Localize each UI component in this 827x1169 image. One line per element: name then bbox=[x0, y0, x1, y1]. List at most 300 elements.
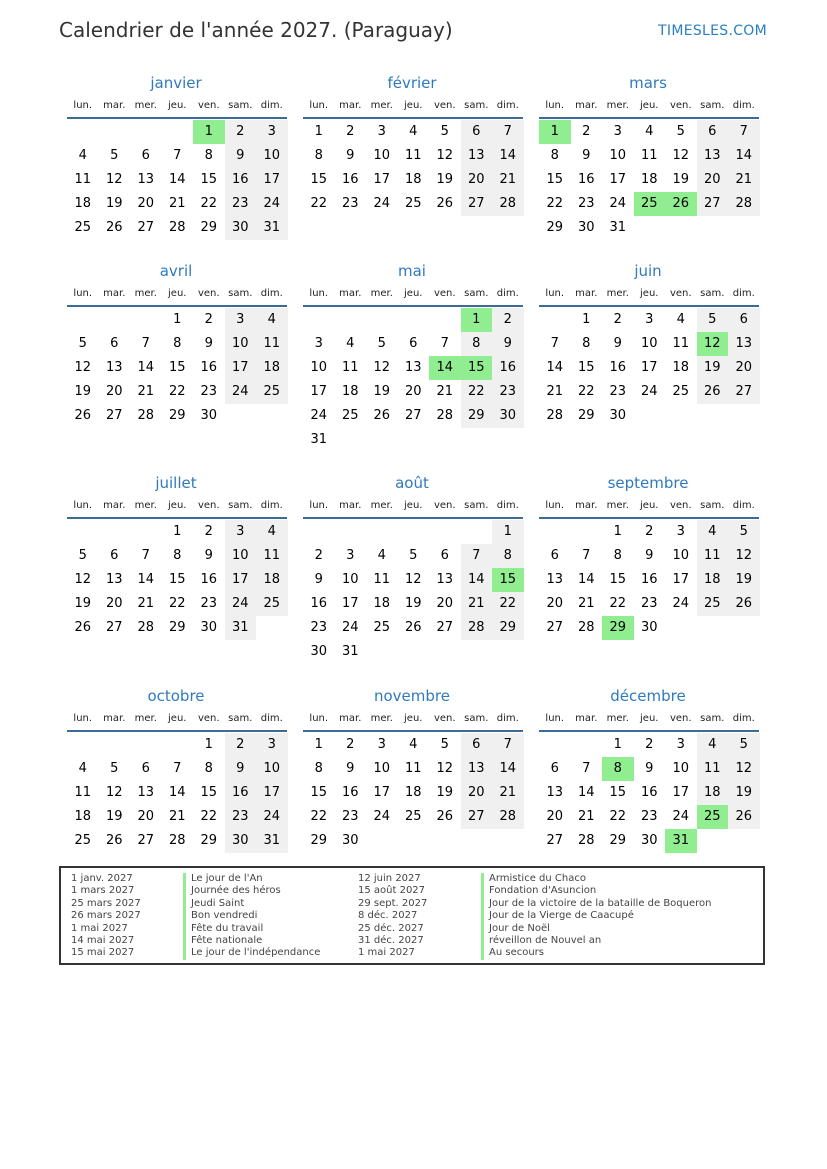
empty-day bbox=[571, 520, 603, 544]
weekday-label: sam. bbox=[228, 288, 253, 299]
weekday-label: dim. bbox=[496, 713, 519, 724]
day: 6 bbox=[550, 548, 559, 563]
day: 6 bbox=[697, 120, 729, 144]
holiday-entry: Au secours bbox=[481, 947, 712, 959]
weekday-label: mer. bbox=[606, 288, 629, 299]
month-0 bbox=[67, 71, 287, 240]
day: 8 bbox=[173, 548, 182, 563]
day: 7 bbox=[461, 544, 493, 568]
day: 9 bbox=[314, 572, 323, 587]
day: 3 bbox=[225, 308, 257, 332]
day: 10 bbox=[225, 544, 257, 568]
day: 8 bbox=[550, 148, 559, 163]
day: 10 bbox=[373, 761, 391, 776]
day: 12 bbox=[436, 148, 454, 163]
weekday-label: lun. bbox=[73, 288, 93, 299]
holiday-day: 12 bbox=[697, 332, 729, 356]
weekday-header bbox=[539, 708, 759, 732]
day: 31 bbox=[256, 216, 288, 240]
holiday-entry: 1 mai 2027 bbox=[358, 947, 415, 959]
holiday-day: 1 bbox=[461, 308, 493, 332]
weekday-header bbox=[539, 283, 759, 307]
day: 16 bbox=[492, 356, 524, 380]
day: 23 bbox=[225, 192, 257, 216]
day: 30 bbox=[200, 620, 218, 635]
day: 6 bbox=[110, 548, 119, 563]
holiday-entry: Armistice du Chaco bbox=[481, 873, 712, 885]
day: 5 bbox=[78, 336, 87, 351]
weekday-label: mer. bbox=[134, 713, 157, 724]
holiday-day: 26 bbox=[665, 192, 697, 216]
day-grid bbox=[67, 120, 287, 240]
day: 22 bbox=[492, 592, 524, 616]
weekday-label: lun. bbox=[309, 100, 329, 111]
empty-day bbox=[366, 520, 398, 544]
day: 12 bbox=[728, 544, 760, 568]
holiday-dates-left bbox=[71, 873, 141, 960]
day: 26 bbox=[436, 196, 454, 211]
day: 4 bbox=[78, 148, 87, 163]
weekday-label: mar. bbox=[339, 500, 362, 511]
empty-day bbox=[67, 733, 99, 757]
holiday-day: 31 bbox=[665, 829, 697, 853]
day: 27 bbox=[137, 833, 155, 848]
day: 2 bbox=[613, 312, 622, 327]
weekday-label: mar. bbox=[339, 288, 362, 299]
day: 7 bbox=[492, 120, 524, 144]
empty-day bbox=[303, 308, 335, 332]
day: 17 bbox=[256, 781, 288, 805]
day: 14 bbox=[461, 568, 493, 592]
day: 10 bbox=[640, 336, 658, 351]
weekday-label: ven. bbox=[197, 100, 220, 111]
day: 23 bbox=[640, 809, 658, 824]
day: 18 bbox=[256, 356, 288, 380]
day: 3 bbox=[314, 336, 323, 351]
weekday-header bbox=[67, 283, 287, 307]
day: 7 bbox=[141, 336, 150, 351]
weekday-label: jeu. bbox=[404, 500, 423, 511]
brand-logo[interactable]: TIMESLES.COM bbox=[658, 23, 767, 39]
day: 23 bbox=[577, 196, 595, 211]
day: 22 bbox=[310, 196, 328, 211]
weekday-label: sam. bbox=[228, 713, 253, 724]
day: 8 bbox=[314, 761, 323, 776]
day: 27 bbox=[461, 192, 493, 216]
weekday-header bbox=[303, 95, 523, 119]
day: 12 bbox=[74, 572, 92, 587]
day: 18 bbox=[341, 384, 359, 399]
day: 8 bbox=[582, 336, 591, 351]
weekday-label: ven. bbox=[669, 288, 692, 299]
day: 18 bbox=[697, 568, 729, 592]
weekday-label: dim. bbox=[496, 100, 519, 111]
day: 20 bbox=[461, 168, 493, 192]
holiday-entry: Fête nationale bbox=[183, 935, 320, 947]
day: 4 bbox=[377, 548, 386, 563]
weekday-label: sam. bbox=[228, 100, 253, 111]
weekday-label: mar. bbox=[575, 288, 598, 299]
weekday-label: mar. bbox=[103, 100, 126, 111]
day: 11 bbox=[404, 761, 422, 776]
month-name: mai bbox=[398, 262, 426, 280]
day: 19 bbox=[105, 196, 123, 211]
day: 24 bbox=[310, 408, 328, 423]
weekday-label: ven. bbox=[197, 713, 220, 724]
day: 16 bbox=[341, 172, 359, 187]
day: 4 bbox=[256, 520, 288, 544]
day: 13 bbox=[436, 572, 454, 587]
empty-day bbox=[130, 733, 162, 757]
day: 27 bbox=[546, 833, 564, 848]
day: 3 bbox=[346, 548, 355, 563]
holiday-day: 1 bbox=[193, 120, 225, 144]
day: 17 bbox=[672, 572, 690, 587]
day: 19 bbox=[404, 596, 422, 611]
day-grid bbox=[67, 733, 287, 853]
day: 22 bbox=[577, 384, 595, 399]
weekday-label: dim. bbox=[732, 288, 755, 299]
day: 7 bbox=[582, 548, 591, 563]
day: 26 bbox=[728, 805, 760, 829]
day: 24 bbox=[672, 809, 690, 824]
day: 11 bbox=[697, 544, 729, 568]
empty-day bbox=[162, 120, 194, 144]
weekday-header bbox=[67, 95, 287, 119]
day: 9 bbox=[225, 144, 257, 168]
day: 24 bbox=[256, 805, 288, 829]
day: 11 bbox=[672, 336, 690, 351]
day: 15 bbox=[168, 572, 186, 587]
weekday-label: ven. bbox=[433, 500, 456, 511]
day: 15 bbox=[168, 360, 186, 375]
day: 29 bbox=[168, 620, 186, 635]
day: 26 bbox=[373, 408, 391, 423]
empty-day bbox=[303, 520, 335, 544]
weekday-header bbox=[303, 708, 523, 732]
month-name: janvier bbox=[150, 74, 202, 92]
day-grid bbox=[539, 733, 759, 853]
day: 20 bbox=[546, 809, 564, 824]
day: 29 bbox=[492, 616, 524, 640]
weekday-label: lun. bbox=[73, 100, 93, 111]
day: 3 bbox=[613, 124, 622, 139]
holiday-names-right bbox=[481, 873, 712, 960]
day: 11 bbox=[74, 172, 92, 187]
page-title: Calendrier de l'année 2027. (Paraguay) bbox=[59, 18, 453, 42]
holiday-entry: Le jour de l'An bbox=[183, 873, 320, 885]
day-grid bbox=[67, 308, 287, 428]
empty-day bbox=[99, 120, 131, 144]
day: 23 bbox=[225, 805, 257, 829]
day: 18 bbox=[404, 785, 422, 800]
holiday-day: 15 bbox=[461, 356, 493, 380]
empty-day bbox=[99, 520, 131, 544]
holiday-entry: Le jour de l'indépendance bbox=[183, 947, 320, 959]
empty-day bbox=[429, 308, 461, 332]
weekday-label: mer. bbox=[606, 100, 629, 111]
day: 2 bbox=[314, 548, 323, 563]
weekday-label: sam. bbox=[464, 288, 489, 299]
empty-day bbox=[571, 733, 603, 757]
day: 11 bbox=[373, 572, 391, 587]
day: 20 bbox=[137, 196, 155, 211]
day: 3 bbox=[377, 124, 386, 139]
day: 9 bbox=[645, 761, 654, 776]
empty-day bbox=[398, 308, 430, 332]
weekday-label: ven. bbox=[433, 100, 456, 111]
day: 14 bbox=[492, 757, 524, 781]
day: 28 bbox=[168, 220, 186, 235]
weekday-label: lun. bbox=[73, 713, 93, 724]
day: 17 bbox=[640, 360, 658, 375]
day: 5 bbox=[440, 124, 449, 139]
day: 16 bbox=[640, 785, 658, 800]
day: 6 bbox=[440, 548, 449, 563]
day: 1 bbox=[204, 737, 213, 752]
day: 14 bbox=[577, 572, 595, 587]
day-grid bbox=[303, 520, 523, 664]
day: 20 bbox=[697, 168, 729, 192]
day: 2 bbox=[225, 120, 257, 144]
day: 21 bbox=[492, 168, 524, 192]
weekday-label: jeu. bbox=[404, 100, 423, 111]
day: 25 bbox=[74, 833, 92, 848]
day: 26 bbox=[74, 620, 92, 635]
day: 27 bbox=[137, 220, 155, 235]
holiday-entry: réveillon de Nouvel an bbox=[481, 935, 712, 947]
day: 3 bbox=[377, 737, 386, 752]
day: 21 bbox=[577, 596, 595, 611]
day: 15 bbox=[609, 572, 627, 587]
day: 3 bbox=[256, 120, 288, 144]
day: 9 bbox=[492, 332, 524, 356]
day: 21 bbox=[546, 384, 564, 399]
day: 13 bbox=[105, 572, 123, 587]
day-grid bbox=[539, 520, 759, 640]
day: 30 bbox=[200, 408, 218, 423]
weekday-label: sam. bbox=[700, 500, 725, 511]
holiday-entry: 1 mai 2027 bbox=[71, 922, 128, 934]
day: 1 bbox=[314, 737, 323, 752]
day: 22 bbox=[200, 196, 218, 211]
day: 6 bbox=[728, 308, 760, 332]
day: 11 bbox=[256, 332, 288, 356]
day: 16 bbox=[609, 360, 627, 375]
month-name: juin bbox=[634, 262, 662, 280]
day: 9 bbox=[204, 336, 213, 351]
day: 20 bbox=[461, 781, 493, 805]
month-11 bbox=[539, 684, 759, 853]
day: 12 bbox=[373, 360, 391, 375]
day: 27 bbox=[436, 620, 454, 635]
day: 5 bbox=[728, 733, 760, 757]
day: 2 bbox=[346, 124, 355, 139]
empty-day bbox=[335, 308, 367, 332]
day: 6 bbox=[461, 120, 493, 144]
day: 1 bbox=[613, 524, 622, 539]
day: 17 bbox=[609, 172, 627, 187]
day: 20 bbox=[105, 596, 123, 611]
weekday-label: jeu. bbox=[640, 288, 659, 299]
day: 12 bbox=[728, 757, 760, 781]
day: 21 bbox=[461, 592, 493, 616]
day: 15 bbox=[310, 172, 328, 187]
day: 10 bbox=[256, 144, 288, 168]
day: 19 bbox=[436, 172, 454, 187]
day: 3 bbox=[676, 737, 685, 752]
weekday-label: ven. bbox=[433, 288, 456, 299]
day: 24 bbox=[609, 196, 627, 211]
day: 15 bbox=[310, 785, 328, 800]
day: 29 bbox=[461, 404, 493, 428]
day: 27 bbox=[404, 408, 422, 423]
weekday-label: mar. bbox=[575, 713, 598, 724]
day: 30 bbox=[225, 829, 257, 853]
day: 26 bbox=[436, 809, 454, 824]
holiday-entry: 29 sept. 2027 bbox=[358, 897, 428, 909]
holiday-entry: 26 mars 2027 bbox=[71, 910, 141, 922]
day: 18 bbox=[256, 568, 288, 592]
day-grid bbox=[539, 308, 759, 428]
day: 5 bbox=[676, 124, 685, 139]
day: 21 bbox=[168, 809, 186, 824]
weekday-label: dim. bbox=[260, 713, 283, 724]
day: 31 bbox=[225, 616, 257, 640]
day: 6 bbox=[461, 733, 493, 757]
day: 15 bbox=[609, 785, 627, 800]
holiday-entry: Jour de la victoire de la bataille de Boqueron bbox=[481, 898, 712, 910]
day: 23 bbox=[640, 596, 658, 611]
day: 24 bbox=[373, 196, 391, 211]
day: 31 bbox=[609, 220, 627, 235]
holiday-entry: 25 déc. 2027 bbox=[358, 922, 424, 934]
day: 29 bbox=[577, 408, 595, 423]
month-name: février bbox=[387, 74, 437, 92]
day: 9 bbox=[582, 148, 591, 163]
empty-day bbox=[461, 520, 493, 544]
day: 2 bbox=[346, 737, 355, 752]
weekday-label: ven. bbox=[669, 100, 692, 111]
day: 17 bbox=[225, 568, 257, 592]
day: 7 bbox=[582, 761, 591, 776]
day: 11 bbox=[697, 757, 729, 781]
day: 16 bbox=[200, 572, 218, 587]
day: 20 bbox=[105, 384, 123, 399]
holiday-entry: 8 déc. 2027 bbox=[358, 910, 418, 922]
weekday-label: mar. bbox=[575, 100, 598, 111]
day: 10 bbox=[310, 360, 328, 375]
day: 7 bbox=[492, 733, 524, 757]
day: 3 bbox=[676, 524, 685, 539]
day: 22 bbox=[200, 809, 218, 824]
day: 12 bbox=[105, 785, 123, 800]
day: 21 bbox=[137, 596, 155, 611]
day: 21 bbox=[577, 809, 595, 824]
weekday-label: jeu. bbox=[404, 713, 423, 724]
day: 19 bbox=[373, 384, 391, 399]
weekday-label: lun. bbox=[309, 713, 329, 724]
day: 17 bbox=[225, 356, 257, 380]
month-8 bbox=[539, 471, 759, 640]
weekday-label: mer. bbox=[370, 100, 393, 111]
day: 8 bbox=[204, 761, 213, 776]
month-name: mars bbox=[629, 74, 667, 92]
empty-day bbox=[539, 520, 571, 544]
day: 20 bbox=[546, 596, 564, 611]
day: 30 bbox=[492, 404, 524, 428]
month-name: décembre bbox=[610, 687, 686, 705]
holiday-day: 15 bbox=[492, 568, 524, 592]
weekday-label: dim. bbox=[496, 500, 519, 511]
day: 23 bbox=[341, 196, 359, 211]
weekday-label: ven. bbox=[197, 500, 220, 511]
day: 12 bbox=[436, 761, 454, 776]
weekday-label: mar. bbox=[575, 500, 598, 511]
day: 24 bbox=[225, 380, 257, 404]
day: 7 bbox=[440, 336, 449, 351]
weekday-label: jeu. bbox=[168, 100, 187, 111]
day: 2 bbox=[492, 308, 524, 332]
day: 9 bbox=[346, 761, 355, 776]
weekday-label: lun. bbox=[309, 500, 329, 511]
day: 5 bbox=[110, 148, 119, 163]
weekday-label: ven. bbox=[197, 288, 220, 299]
holiday-entry: Fête du travail bbox=[183, 923, 320, 935]
day: 28 bbox=[137, 408, 155, 423]
month-10 bbox=[303, 684, 523, 853]
day: 25 bbox=[74, 220, 92, 235]
day: 14 bbox=[137, 572, 155, 587]
day: 14 bbox=[168, 785, 186, 800]
day: 27 bbox=[728, 380, 760, 404]
weekday-label: dim. bbox=[496, 288, 519, 299]
day: 31 bbox=[256, 829, 288, 853]
day: 14 bbox=[492, 144, 524, 168]
weekday-label: sam. bbox=[228, 500, 253, 511]
day: 5 bbox=[440, 737, 449, 752]
day: 12 bbox=[105, 172, 123, 187]
month-4 bbox=[303, 259, 523, 452]
day: 28 bbox=[492, 805, 524, 829]
day: 21 bbox=[728, 168, 760, 192]
day: 2 bbox=[225, 733, 257, 757]
day: 4 bbox=[78, 761, 87, 776]
weekday-label: sam. bbox=[464, 713, 489, 724]
day: 28 bbox=[168, 833, 186, 848]
day-grid bbox=[303, 308, 523, 452]
day: 25 bbox=[697, 592, 729, 616]
day: 30 bbox=[225, 216, 257, 240]
day: 25 bbox=[404, 809, 422, 824]
holiday-dates-right bbox=[358, 873, 427, 960]
day: 28 bbox=[461, 616, 493, 640]
day: 18 bbox=[74, 809, 92, 824]
empty-day bbox=[539, 733, 571, 757]
day: 7 bbox=[173, 761, 182, 776]
weekday-label: sam. bbox=[700, 713, 725, 724]
day: 9 bbox=[346, 148, 355, 163]
day: 10 bbox=[341, 572, 359, 587]
day-grid bbox=[67, 520, 287, 640]
day: 14 bbox=[168, 172, 186, 187]
day: 1 bbox=[173, 312, 182, 327]
day: 28 bbox=[492, 192, 524, 216]
day-grid bbox=[539, 120, 759, 240]
weekday-label: mar. bbox=[339, 713, 362, 724]
day: 26 bbox=[697, 380, 729, 404]
empty-day bbox=[366, 308, 398, 332]
